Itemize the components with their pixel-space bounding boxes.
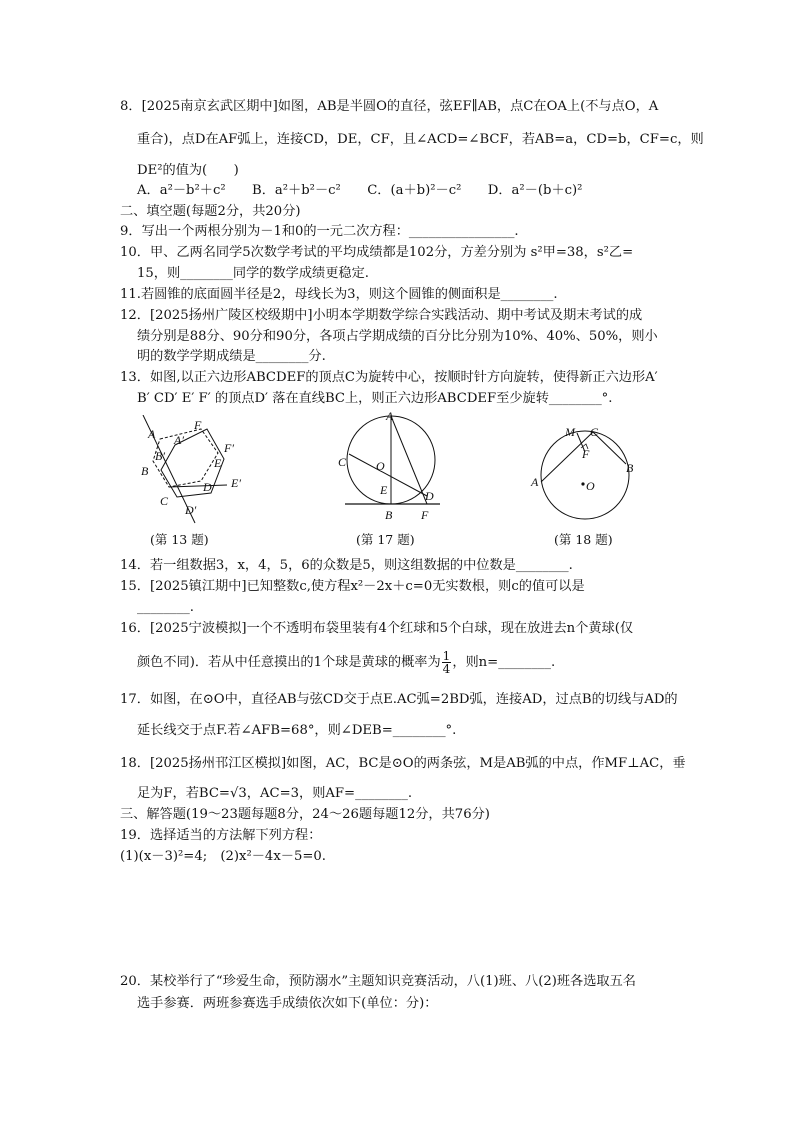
fig18-label-B: B xyxy=(626,461,634,475)
figure-13-caption: (第 13 题) xyxy=(150,532,209,547)
q17-line1: 17．如图，在⊙O中，直径AB与弦CD交于点E.AC弧=2BD弧，连接AD，过点B的切线与AD的 xyxy=(120,692,678,707)
q8-options: A．a²－b²＋c² B．a²＋b²－c² C．(a＋b)²－c² D．a²－(b＋c)² xyxy=(137,183,583,198)
q18-line1: 18．[2025扬州邗江区模拟]如图，AC，BC是⊙O的两条弦，M是AB弧的中点，作MF⊥AC，垂 xyxy=(120,756,686,771)
q11: 11.若圆锥的底面圆半径是2，母线长为3，则这个圆锥的侧面积是________. xyxy=(120,287,558,302)
q12-line1: 12．[2025扬州广陵区校级期中]小明本学期数学综合实践活动、期中考试及期末考试的成 xyxy=(120,308,643,323)
section-solve-heading: 三、解答题(19～23题每题8分，24～26题每题12分，共76分) xyxy=(120,807,490,822)
q10-line2: 15，则________同学的数学成绩更稳定. xyxy=(137,266,369,281)
section-fill-blank-heading: 二、填空题(每题2分，共20分) xyxy=(120,204,301,219)
q17-line2: 延长线交于点F.若∠AFB=68°，则∠DEB=________°. xyxy=(137,723,457,738)
fig17-label-B: B xyxy=(385,508,393,522)
fig17-label-C: C xyxy=(338,455,347,469)
q16-text-a: 颜色不同)．若从中任意摸出的1个球是黄球的概率为 xyxy=(137,655,441,670)
q10-line1: 10．甲、乙两名同学5次数学考试的平均成绩都是102分，方差分别为 s²甲=38，s²乙= xyxy=(120,245,634,260)
fig18-label-A: A xyxy=(531,475,539,489)
fig17-label-O: O xyxy=(376,459,385,473)
q13-line2: B′ CD′ E′ F′ 的顶点D′ 落在直线BC上，则正六边形ABCDEF至少旋转________°. xyxy=(137,391,613,406)
q19-line2: (1)(x－3)²=4; (2)x²－4x－5=0. xyxy=(120,849,326,864)
fig13-label-A: A xyxy=(148,427,156,441)
fig18-label-F: F xyxy=(582,447,590,461)
fig13-label-D: D xyxy=(203,480,212,494)
q16-line2 xyxy=(137,650,555,675)
fig13-label-C: C xyxy=(160,494,169,508)
fig13-label-E-prime: E′ xyxy=(231,476,241,490)
q18-line2: 足为F，若BC=√3，AC=3，则AF=________. xyxy=(137,786,413,801)
fig17-label-A: A xyxy=(386,409,394,423)
fig17-label-D: D xyxy=(425,489,434,503)
q8-line2: 重合)，点D在AF弧上，连接CD，DE，CF，且∠ACD=∠BCF，若AB=a，CD=b，CF=c，则 xyxy=(137,132,704,147)
fig18-label-M: M xyxy=(565,425,575,439)
q16-numerator: 1 xyxy=(442,649,451,663)
q16-denominator: 4 xyxy=(442,662,451,676)
fig17-label-F: F xyxy=(421,508,429,522)
q9: 9．写出一个两根分别为－1和0的一元二次方程：________________. xyxy=(120,224,519,239)
fig13-label-F-prime: F′ xyxy=(224,441,234,455)
q16-fraction xyxy=(442,650,452,675)
q20-line2: 选手参赛．两班参赛选手成绩依次如下(单位：分)： xyxy=(137,996,438,1011)
fig18-label-C: C xyxy=(590,425,599,439)
figure-18-caption: (第 18 题) xyxy=(554,532,613,547)
fig13-label-B-prime: B′ xyxy=(155,449,165,463)
fig13-label-A-prime: A′ xyxy=(174,433,184,447)
figure-18 xyxy=(530,420,640,520)
fig13-label-E: E xyxy=(214,456,222,470)
fig13-label-B: B xyxy=(141,464,149,478)
q12-line3: 明的数学学期成绩是________分. xyxy=(137,349,326,364)
q12-line2: 绩分别是88分、90分和90分，各项占学期成绩的百分比分别为10%、40%、50%，则小 xyxy=(137,329,658,344)
q8-line3: DE²的值为( ) xyxy=(137,163,239,178)
fig17-label-E: E xyxy=(380,483,388,497)
q20-line1: 20．某校举行了“珍爱生命，预防溺水”主题知识竞赛活动，八(1)班、八(2)班各选取五名 xyxy=(120,974,636,989)
q19-line1: 19．选择适当的方法解下列方程： xyxy=(120,828,322,843)
q15-line1: 15．[2025镇江期中]已知整数c,使方程x²－2x＋c=0无实数根，则c的值可以是 xyxy=(120,579,585,594)
q14: 14．若一组数据3，x，4，5，6的众数是5，则这组数据的中位数是________. xyxy=(120,558,573,573)
fig13-label-D-prime: D′ xyxy=(185,503,197,517)
q15-line2: ________. xyxy=(137,600,194,615)
q16-line1: 16．[2025宁波模拟]一个不透明布袋里装有4个红球和5个白球，现在放进去n个黄球(仅 xyxy=(120,621,634,636)
figure-17-caption: (第 17 题) xyxy=(356,532,415,547)
fig18-label-O: O xyxy=(586,479,595,493)
q13-line1: 13．如图,以正六边形ABCDEF的顶点C为旋转中心，按顺时针方向旋转，使得新正六边形A′ xyxy=(120,370,658,385)
q16-text-b: ，则n=________. xyxy=(452,655,556,670)
q8-line1: 8．[2025南京玄武区期中]如图，AB是半圆O的直径，弦EF∥AB，点C在OA上(不与点O，A xyxy=(120,99,659,114)
fig13-label-F: F xyxy=(194,418,202,432)
